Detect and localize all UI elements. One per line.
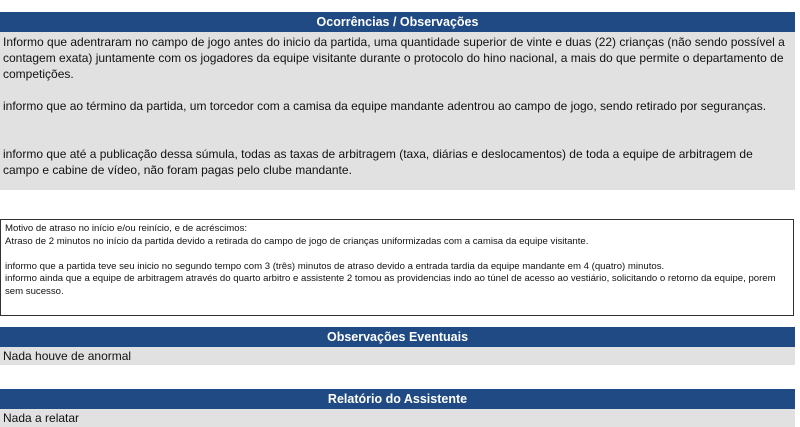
- atraso-line-2: Atraso de 2 minutos no início da partida devido a retirada do campo de jogo de crianças uniformizadas com a camisa da equipe visitante.: [5, 235, 589, 247]
- ocorrencias-content: [0, 32, 795, 190]
- observacoes-eventuais-header: Observações Eventuais: [0, 327, 795, 347]
- ocorrencia-paragraph-2: informo que ao término da partida, um torcedor com a camisa da equipe mandante adentrou ao campo de jogo, sendo retirado por seguranças.: [3, 99, 767, 113]
- atraso-line-4: informo ainda que a equipe de arbitragem através do quarto arbitro e assistente 2 tomou as providencias indo ao túnel de acesso ao vestiário, solicitando o retorno da equipe, porem sem sucesso.: [5, 273, 776, 297]
- atraso-heading: Motivo de atraso no início e/ou reinício, e de acréscimos:: [5, 223, 248, 234]
- ocorrencia-paragraph-3: informo que até a publicação dessa súmula, todas as taxas de arbitragem (taxa, diárias e deslocamentos) de toda a equipe de arbitragem de campo e cabine de vídeo, não foram pagas pelo clube mandante.: [3, 147, 753, 177]
- ocorrencia-paragraph-1: Informo que adentraram no campo de jogo antes do inicio da partida, uma quantidade superior de vinte e duas (22) crianças (não sendo possível a contagem exata) juntamente com os jogadores da equipe visitante durante o protocolo do hino nacional, a mais do que permite o departamento de competições.: [3, 35, 785, 81]
- atraso-line-3: informo que a partida teve seu inicio no segundo tempo com 3 (três) minutos de atraso devido a entrada tardia da equipe mandante em 4 (quatro) minutos.: [5, 260, 665, 272]
- relatorio-assistente-header: Relatório do Assistente: [0, 389, 795, 409]
- observacoes-eventuais-text: Nada houve de anormal: [0, 347, 795, 365]
- relatorio-assistente-text: Nada a relatar: [0, 409, 795, 427]
- ocorrencias-header: Ocorrências / Observações: [0, 12, 795, 32]
- atraso-box: [0, 219, 794, 316]
